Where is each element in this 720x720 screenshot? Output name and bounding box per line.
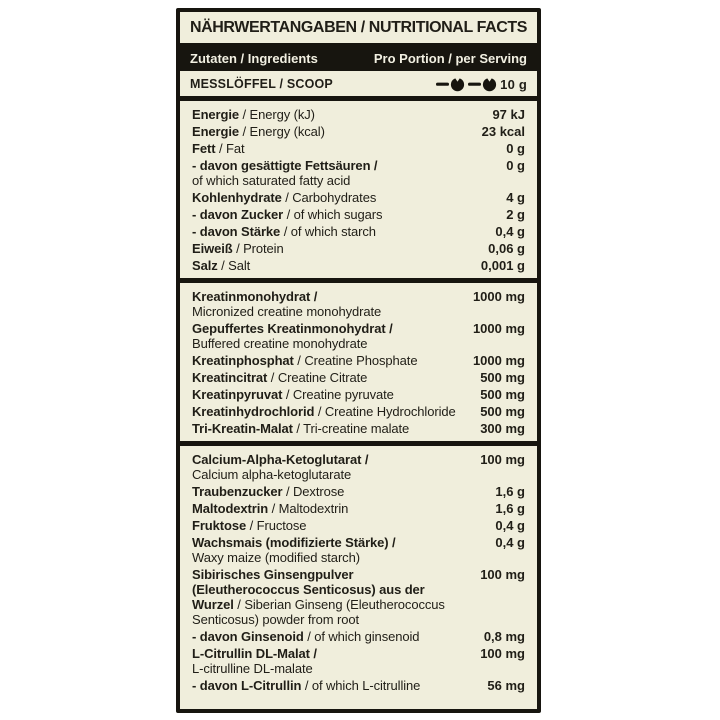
ingredient-label: Kreatinphosphat / Creatine Phosphate	[192, 353, 418, 368]
scoop-amount: 10 g	[500, 76, 527, 92]
scoop-icon	[468, 76, 497, 92]
ingredient-label: Sibirisches Ginsengpulver (Eleutherococcus Senticosus) aus der Wurzel / Siberian Ginseng (Eleutherococcus Senticosus) powder from root	[192, 567, 445, 627]
table-row	[180, 369, 537, 386]
table-row	[180, 320, 537, 352]
table-row	[180, 288, 537, 320]
ingredient-label: Calcium-Alpha-Ketoglutarat / Calcium alpha-ketoglutarate	[192, 452, 369, 482]
table-row	[180, 677, 537, 694]
amount-value: 500 mg	[480, 370, 525, 385]
table-row	[180, 420, 537, 437]
amount-value: 1,6 g	[495, 501, 525, 516]
ingredient-label: Fruktose / Fructose	[192, 518, 307, 533]
amount-value: 97 kJ	[492, 107, 525, 122]
table-row	[180, 451, 537, 483]
amount-value: 0,4 g	[495, 535, 525, 550]
amount-value: 4 g	[506, 190, 525, 205]
nutrition-section	[180, 101, 537, 283]
nutrition-section	[180, 283, 537, 446]
table-row	[180, 240, 537, 257]
ingredient-label: Kreatincitrat / Creatine Citrate	[192, 370, 368, 385]
amount-value: 0,06 g	[488, 241, 525, 256]
ingredient-label: Eiweiß / Protein	[192, 241, 284, 256]
ingredient-label: Salz / Salt	[192, 258, 251, 273]
amount-value: 0 g	[506, 158, 525, 173]
ingredient-label: Kohlenhydrate / Carbohydrates	[192, 190, 377, 205]
amount-value: 0,4 g	[495, 518, 525, 533]
header-ingredients: Zutaten / Ingredients	[190, 51, 318, 66]
ingredient-label: - davon Stärke / of which starch	[192, 224, 376, 239]
ingredient-label: Fett / Fat	[192, 141, 245, 156]
ingredient-label: Energie / Energy (kcal)	[192, 124, 325, 139]
table-row	[180, 123, 537, 140]
ingredient-label: Wachsmais (modifizierte Stärke) / Waxy maize (modified starch)	[192, 535, 396, 565]
scoop-label: MESSLÖFFEL / SCOOP	[190, 77, 333, 91]
ingredient-label: L-Citrullin DL-Malat / L-citrulline DL-malate	[192, 646, 317, 676]
table-row	[180, 157, 537, 189]
ingredient-label: Kreatinpyruvat / Creatine pyruvate	[192, 387, 394, 402]
amount-value: 1000 mg	[472, 321, 525, 336]
table-row	[180, 189, 537, 206]
ingredient-label: - davon L-Citrullin / of which L-citrulline	[192, 678, 421, 693]
table-row	[180, 483, 537, 500]
table-row	[180, 628, 537, 645]
amount-value: 500 mg	[480, 387, 525, 402]
table-row	[180, 223, 537, 240]
amount-value: 300 mg	[480, 421, 525, 436]
table-row	[180, 517, 537, 534]
header-per-serving: Pro Portion / per Serving	[373, 51, 527, 66]
table-row	[180, 403, 537, 420]
ingredient-label: - davon gesättigte Fettsäuren / of which saturated fatty acid	[192, 158, 378, 188]
amount-value: 0,4 g	[495, 224, 525, 239]
table-row	[180, 352, 537, 369]
ingredient-label: Energie / Energy (kJ)	[192, 107, 315, 122]
ingredient-label: Gepuffertes Kreatinmonohydrat / Buffered creatine monohydrate	[192, 321, 393, 351]
amount-value: 1,6 g	[495, 484, 525, 499]
table-row	[180, 206, 537, 223]
ingredient-label: Kreatinmonohydrat / Micronized creatine monohydrate	[192, 289, 382, 319]
ingredient-label: Kreatinhydrochlorid / Creatine Hydrochloride	[192, 404, 456, 419]
table-row	[180, 566, 537, 628]
scoop-row	[180, 71, 537, 101]
ingredient-label: Traubenzucker / Dextrose	[192, 484, 345, 499]
table-row	[180, 534, 537, 566]
amount-value: 0 g	[506, 141, 525, 156]
amount-value: 100 mg	[480, 567, 525, 582]
sections	[180, 101, 537, 709]
amount-value: 1000 mg	[472, 353, 525, 368]
label-title: NÄHRWERTANGABEN / NUTRITIONAL FACTS	[180, 12, 537, 47]
table-row	[180, 257, 537, 274]
amount-value: 0,8 mg	[483, 629, 525, 644]
table-row	[180, 106, 537, 123]
table-row	[180, 645, 537, 677]
ingredient-label: - davon Ginsenoid / of which ginsenoid	[192, 629, 420, 644]
nutrition-section	[180, 446, 537, 709]
nutrition-label	[176, 8, 541, 713]
ingredient-label: Tri-Kreatin-Malat / Tri-creatine malate	[192, 421, 410, 436]
amount-value: 500 mg	[480, 404, 525, 419]
table-row	[180, 500, 537, 517]
table-row	[180, 386, 537, 403]
ingredient-label: - davon Zucker / of which sugars	[192, 207, 383, 222]
amount-value: 1000 mg	[472, 289, 525, 304]
amount-value: 56 mg	[487, 678, 525, 693]
table-row	[180, 140, 537, 157]
amount-value: 23 kcal	[481, 124, 525, 139]
amount-value: 2 g	[506, 207, 525, 222]
amount-value: 0,001 g	[480, 258, 525, 273]
ingredient-label: Maltodextrin / Maltodextrin	[192, 501, 349, 516]
scoop-icon	[436, 76, 465, 92]
amount-value: 100 mg	[480, 452, 525, 467]
amount-value: 100 mg	[480, 646, 525, 661]
scoop-value-group	[436, 76, 527, 92]
table-header	[180, 47, 537, 71]
